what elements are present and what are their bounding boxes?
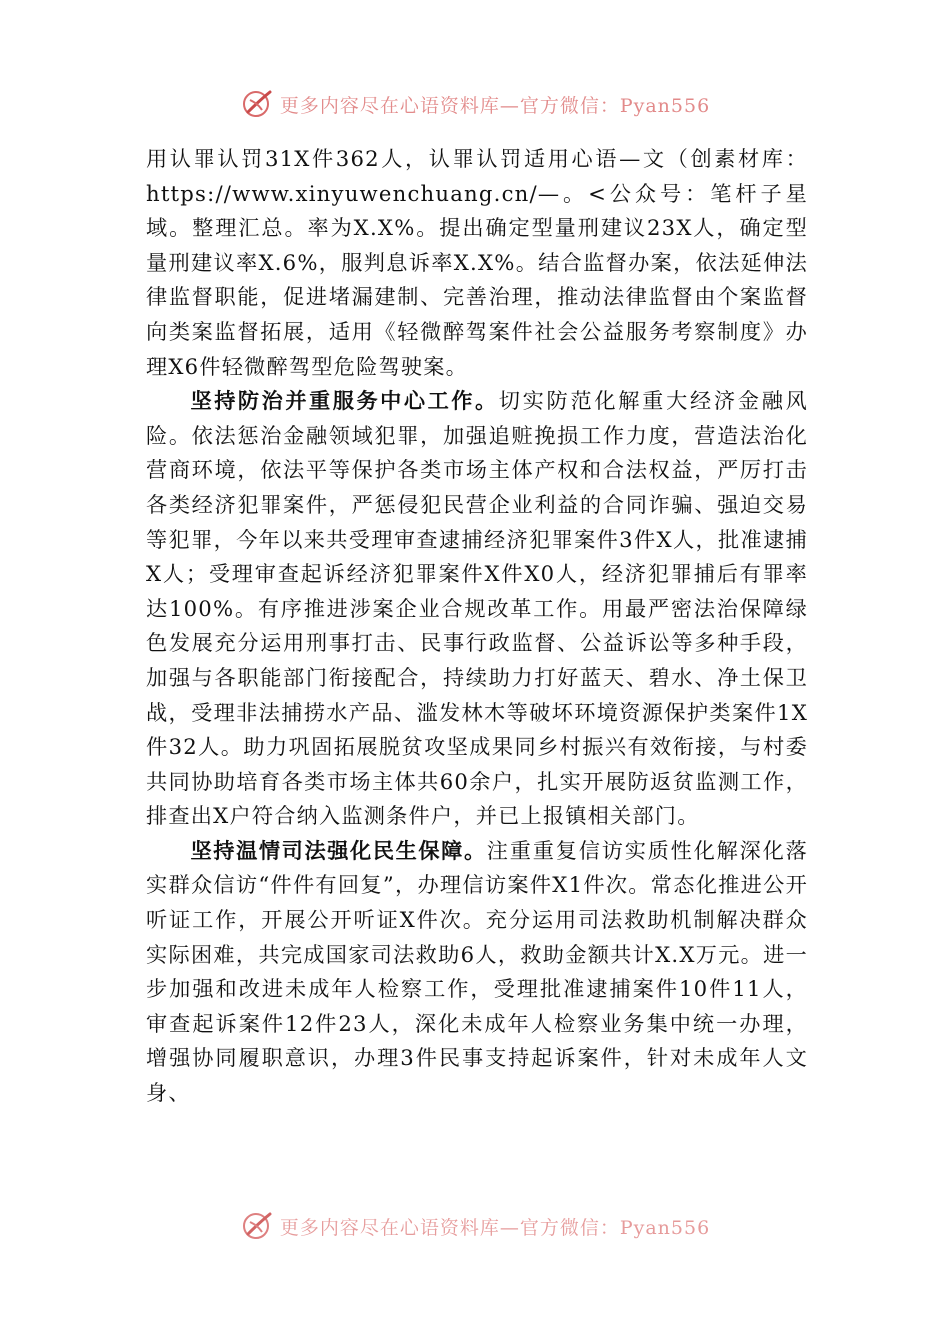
document-body — [146, 142, 808, 1111]
paragraph-2-heading: 坚持防治并重服务中心工作。 — [190, 388, 499, 414]
footer-watermark — [0, 1206, 950, 1246]
paragraph-1 — [146, 142, 808, 384]
paragraph-2 — [146, 384, 808, 834]
paragraph-3-text: 注重重复信访实质性化解深化落实群众信访“件件有回复”，办理信访案件X1件次。常态化推进公开听证工作，开展公开听证X件次。充分运用司法救助机制解决群众实际困难，共完成国家司法救助6人，救助金额共计X.X万元。进一步加强和改进未成年人检察工作，受理批准逮捕案件10件11人，审查起诉案件12件23人，深化未成年人检察业务集中统一办理，增强协同履职意识，办理3件民事支持起诉案件，针对未成年人文身、 — [146, 837, 808, 1106]
brush-logo-icon — [240, 1208, 276, 1244]
paragraph-3-heading: 坚持温情司法强化民生保障。 — [190, 837, 487, 863]
paragraph-2-text: 切实防范化解重大经济金融风险。依法惩治金融领域犯罪，加强追赃挽损工作力度，营造法治化营商环境，依法平等保护各类市场主体产权和合法权益，严厉打击各类经济犯罪案件，严惩侵犯民营企业利益的合同诈骗、强迫交易等犯罪，今年以来共受理审查逮捕经济犯罪案件3件X人，批准逮捕X人；受理审查起诉经济犯罪案件X件X0人，经济犯罪捕后有罪率达100%。有序推进涉案企业合规改革工作。用最严密法治保障绿色发展充分运用刑事打击、民事行政监督、公益诉讼等多种手段，加强与各职能部门衔接配合，持续助力打好蓝天、碧水、净土保卫战，受理非法捕捞水产品、滥发林木等破坏环境资源保护类案件1X件32人。助力巩固拓展脱贫攻坚成果同乡村振兴有效衔接，与村委共同协助培育各类市场主体共60余户，扎实开展防返贫监测工作，排查出X户符合纳入监测条件户，并已上报镇相关部门。 — [146, 388, 808, 829]
paragraph-3 — [146, 834, 808, 1111]
watermark-text: 更多内容尽在心语资料库—官方微信：Pyan556 — [279, 94, 711, 117]
paragraph-1-text: 用认罪认罚31X件362人，认罪认罚适用心语—文（创素材库：https://www.xinyuwenchuang.cn/—。<公众号：笔杆子星域。整理汇总。率为X.X%。提出确定型量刑建议23X人，确定型量刑建议率X.6%，服判息诉率X.X%。结合监督办案，依法延伸法律监督职能，促进堵漏建制、完善治理，推动法律监督由个案监督向类案监督拓展，适用《轻微醉驾案件社会公益服务考察制度》办理X6件轻微醉驾型危险驾驶案。 — [146, 146, 808, 379]
watermark-text: 更多内容尽在心语资料库—官方微信：Pyan556 — [279, 1216, 711, 1239]
